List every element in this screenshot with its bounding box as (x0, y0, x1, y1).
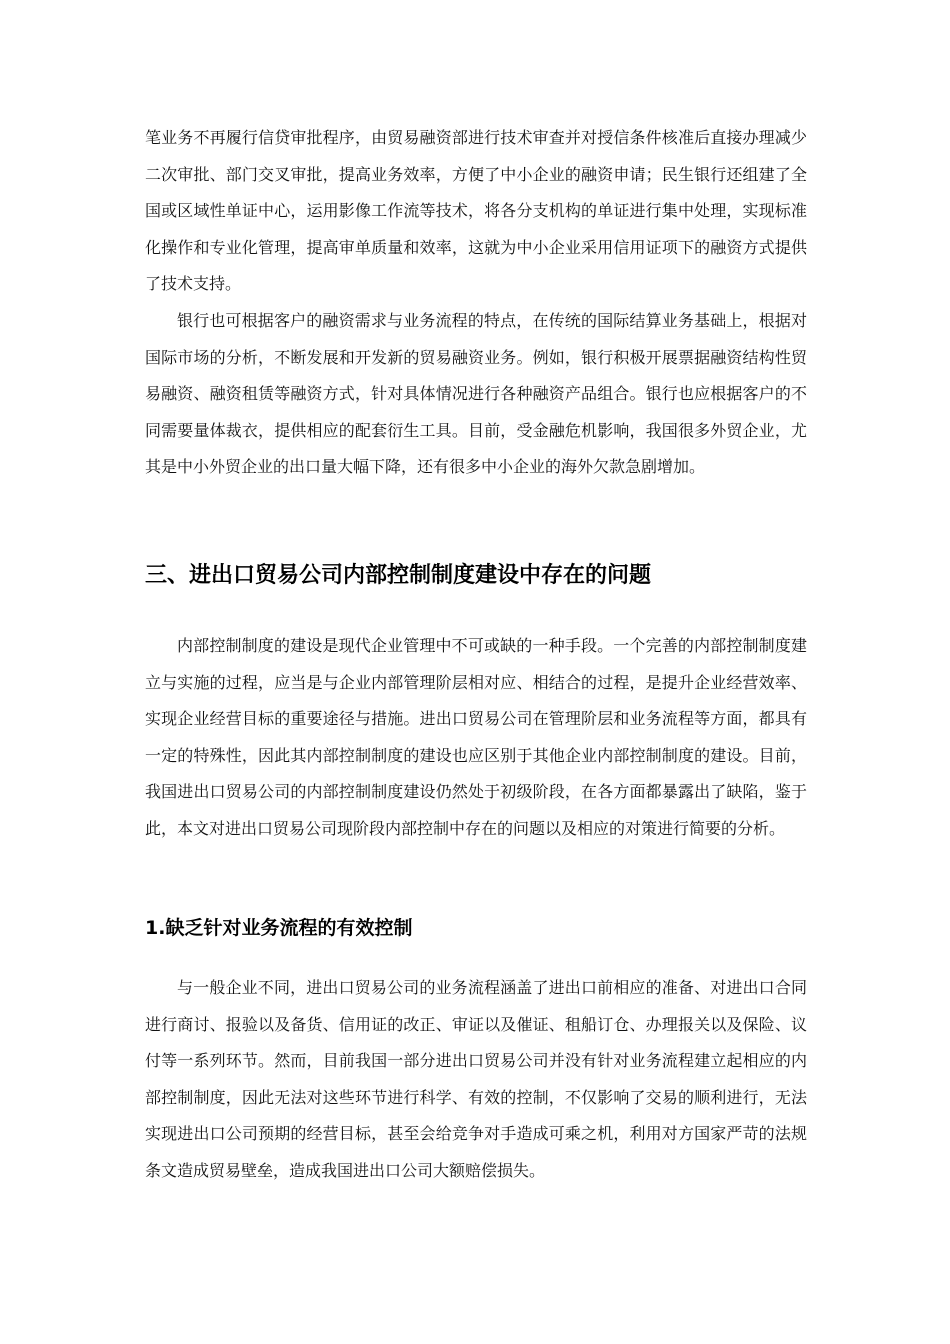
paragraph-4-container (145, 970, 807, 1190)
paragraph-1: 笔业务不再履行信贷审批程序，由贸易融资部进行技术审查并对授信条件核准后直接办理减少二次审批、部门交叉审批，提高业务效率，方便了中小企业的融资申请；民生银行还组建了全国或区域性单证中心，运用影像工作流等技术，将各分支机构的单证进行集中处理，实现标准化操作和专业化管理，提高审单质量和效率，这就为中小企业采用信用证项下的融资方式提供了技术支持。 (145, 128, 807, 294)
paragraph-2-container (145, 303, 807, 486)
section-3-heading-container (145, 561, 807, 591)
paragraph-4: 与一般企业不同，进出口贸易公司的业务流程涵盖了进出口前相应的准备、对进出口合同进行商讨、报验以及备货、信用证的改正、审证以及催证、租船订仓、办理报关以及保险、议付等一系列环节。然而，目前我国一部分进出口贸易公司并没有针对业务流程建立起相应的内部控制制度，因此无法对这些环节进行科学、有效的控制，不仅影响了交易的顺利进行，无法实现进出口公司预期的经营目标，甚至会给竞争对手造成可乘之机，利用对方国家严苛的法规条文造成贸易壁垒，造成我国进出口公司大额赔偿损失。 (145, 978, 807, 1180)
paragraph-2: 银行也可根据客户的融资需求与业务流程的特点，在传统的国际结算业务基础上，根据对国际市场的分析，不断发展和开发新的贸易融资业务。例如，银行积极开展票据融资结构性贸易融资、融资租赁等融资方式，针对具体情况进行各种融资产品组合。银行也应根据客户的不同需要量体裁衣，提供相应的配套衍生工具。目前，受金融危机影响，我国很多外贸企业，尤其是中小外贸企业的出口量大幅下降，还有很多中小企业的海外欠款急剧增加。 (145, 311, 807, 477)
section-3-heading: 三、进出口贸易公司内部控制制度建设中存在的问题 (145, 563, 652, 588)
subsection-1-heading: 1.缺乏针对业务流程的有效控制 (145, 917, 413, 939)
paragraph-1-container (145, 120, 807, 303)
paragraph-3: 内部控制制度的建设是现代企业管理中不可或缺的一种手段。一个完善的内部控制制度建立与实施的过程，应当是与企业内部管理阶层相对应、相结合的过程，是提升企业经营效率、实现企业经营目标的重要途径与措施。进出口贸易公司在管理阶层和业务流程等方面，都具有一定的特殊性，因此其内部控制制度的建设也应区别于其他企业内部控制制度的建设。目前，我国进出口贸易公司的内部控制制度建设仍然处于初级阶段，在各方面都暴露出了缺陷，鉴于此，本文对进出口贸易公司现阶段内部控制中存在的问题以及相应的对策进行简要的分析。 (145, 636, 807, 838)
subsection-1-heading-container (145, 914, 807, 942)
paragraph-3-container (145, 628, 807, 848)
